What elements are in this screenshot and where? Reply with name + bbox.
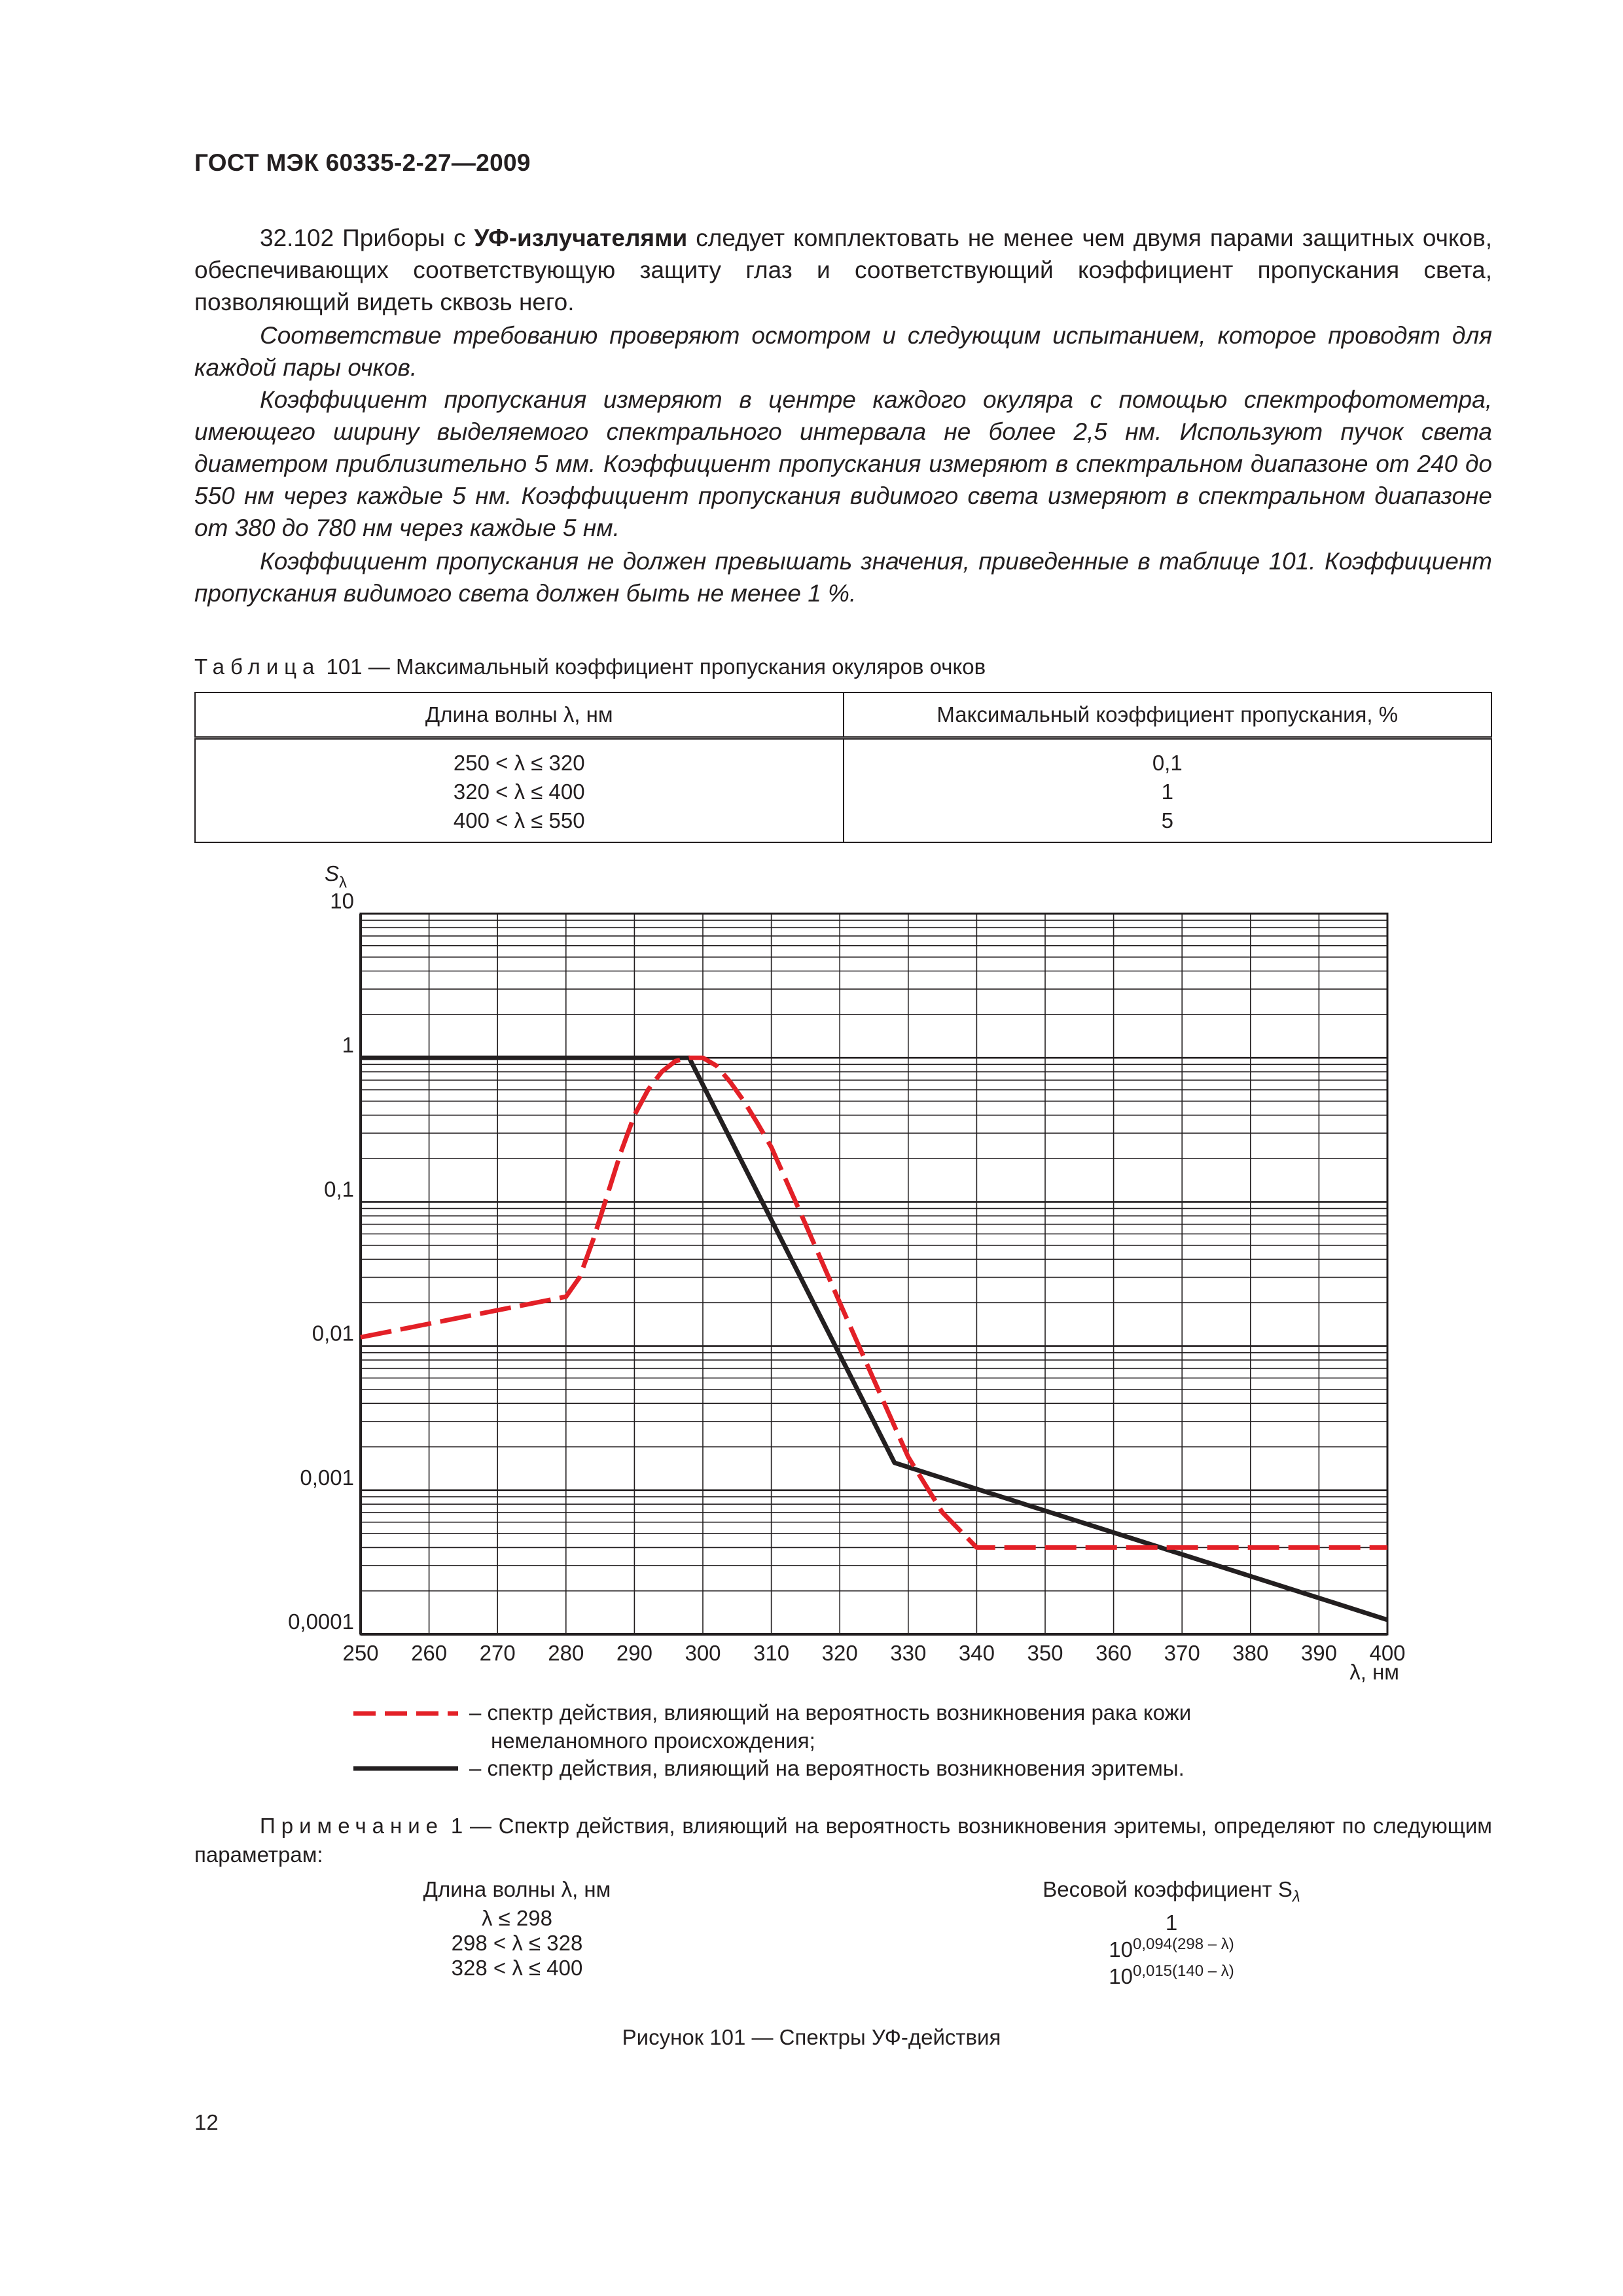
series-erythema-line xyxy=(361,1058,1387,1620)
x-tick-label: 340 xyxy=(958,1641,995,1665)
note-label: Примечание xyxy=(260,1814,444,1838)
x-tick-label: 280 xyxy=(548,1641,584,1665)
param-col-wavelength xyxy=(366,1877,668,1981)
y-tick-label: 0,1 xyxy=(324,1177,354,1202)
param-col-weight xyxy=(1021,1877,1322,1989)
chart-grid xyxy=(361,914,1387,1634)
figure-caption: Рисунок 101 — Спектры УФ-действия xyxy=(622,2025,1001,2049)
table-cell: 400 < λ ≤ 550 xyxy=(453,808,585,833)
table-cell: 250 < λ ≤ 320 xyxy=(453,751,585,775)
y-tick-label: 1 xyxy=(342,1033,354,1058)
note-text: 1 — Спектр действия, влияющий на вероятность возникновения эритемы, определяют по следующим параметрам: xyxy=(194,1814,1492,1867)
table-cell: 5 xyxy=(1161,808,1173,833)
page-number: 12 xyxy=(194,2110,219,2134)
x-tick-label: 350 xyxy=(1027,1641,1063,1665)
x-tick-label: 400 xyxy=(1369,1641,1406,1665)
table-cell: 1 xyxy=(1161,780,1173,804)
table-header-wavelength: Длина волны λ, нм xyxy=(195,692,844,738)
chart-series xyxy=(361,1058,1387,1620)
clause-text: 32.102 Приборы с xyxy=(260,224,474,251)
x-tick-label: 260 xyxy=(411,1641,448,1665)
y-tick-label: 0,0001 xyxy=(288,1609,354,1634)
x-tick-label: 250 xyxy=(342,1641,379,1665)
legend-red-line2: немеланомного происхождения; xyxy=(491,1729,815,1753)
note-1 xyxy=(194,1812,1492,1869)
table-cell: 320 < λ ≤ 400 xyxy=(453,780,585,804)
y-axis-label: $S_\lambda$ xyxy=(325,861,348,891)
param-header-weight-text: Весовой коэффициент S xyxy=(1043,1877,1293,1901)
x-tick-label: 380 xyxy=(1232,1641,1269,1665)
table-caption-title: 101 — Максимальный коэффициент пропускания окуляров очков xyxy=(320,655,986,679)
document-header: ГОСТ МЭК 60335-2-27—2009 xyxy=(194,149,531,176)
legend-black: – спектр действия, влияющий на вероятность возникновения эритемы. xyxy=(469,1756,1185,1780)
table-header-transmittance: Максимальный коэффициент пропускания, % xyxy=(844,692,1492,738)
param-header-weight-sub: λ xyxy=(1292,1888,1300,1906)
plot-frame xyxy=(361,914,1387,1634)
param-cell: 328 < λ ≤ 400 xyxy=(451,1956,583,1980)
x-tick-label: 390 xyxy=(1300,1641,1337,1665)
y-tick-label: 0,001 xyxy=(300,1465,354,1490)
clause-text-continued: следует комплектовать не менее чем двумя парами защитных очков, обеспечивающих соответствующую защиту глаз и соответствующий коэффициент пропускания света, позволяющий видеть сквозь него. xyxy=(194,224,1492,315)
x-tick-label: 370 xyxy=(1164,1641,1200,1665)
clause-text: Коэффициент пропускания не должен превышать значения, приведенные в таблице 101. Коэффициент пропускания видимого света должен быть не менее 1 %. xyxy=(194,548,1492,607)
legend-red-line1: – спектр действия, влияющий на вероятность возникновения рака кожи xyxy=(469,1700,1192,1725)
chart-axes xyxy=(361,914,1387,1634)
x-tick-label: 310 xyxy=(753,1641,790,1665)
param-cell: λ ≤ 298 xyxy=(481,1906,552,1930)
x-tick-label: 300 xyxy=(685,1641,721,1665)
param-header-weight xyxy=(1021,1877,1322,1907)
table-cell: 0,1 xyxy=(1152,751,1183,775)
x-tick-label: 360 xyxy=(1096,1641,1132,1665)
param-cell: $10^{0,015(140 - \lambda)}$ xyxy=(1109,1962,1234,1988)
y-tick-label: 0,01 xyxy=(312,1321,354,1346)
x-tick-label: 290 xyxy=(616,1641,652,1665)
clause-text: Соответствие требованию проверяют осмотром и следующим испытанием, которое проводят для каждой пары очков. xyxy=(194,322,1492,381)
y-tick-label: 10 xyxy=(330,889,354,913)
x-tick-label: 330 xyxy=(890,1641,927,1665)
x-axis-label: λ, нм xyxy=(1349,1660,1399,1684)
param-cell: 1 xyxy=(1165,1910,1178,1935)
clause-text: Коэффициент пропускания измеряют в центре каждого окуляра с помощью спектрофотометра, имеющего ширину выделяемого спектрального интервала не более 2,5 нм. Используют пучок света диаметром приблизительно 5 мм. Коэффициент пропускания измеряют в спектральном диапазоне от 240 до 550 нм через каждые 5 нм. Коэффициент пропускания видимого света измеряют в спектральном диапазоне от 380 до 780 нм через каждые 5 нм. xyxy=(194,386,1492,541)
clause-bold-term: УФ-излучателями xyxy=(474,224,688,251)
param-cell: $10^{0,094(298 - \lambda)}$ xyxy=(1109,1935,1234,1962)
param-header-wavelength: Длина волны λ, нм xyxy=(423,1877,611,1901)
table-caption-word: Таблица xyxy=(194,655,321,679)
x-tick-label: 270 xyxy=(479,1641,516,1665)
x-tick-label: 320 xyxy=(821,1641,858,1665)
param-cell: 298 < λ ≤ 328 xyxy=(451,1931,583,1955)
